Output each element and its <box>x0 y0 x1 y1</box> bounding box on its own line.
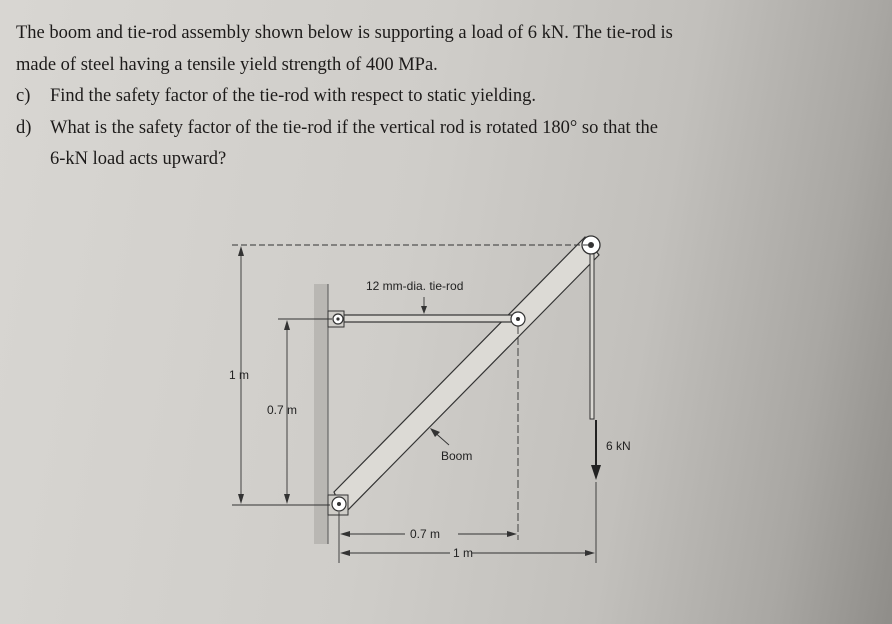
question-c-text: Find the safety factor of the tie-rod with respect to static yielding. <box>50 86 536 106</box>
boom-wall-pin <box>332 497 346 511</box>
boom-label: Boom <box>441 449 473 463</box>
question-c-marker: c) <box>16 86 31 106</box>
load-label: 6 kN <box>606 439 631 453</box>
tie-rod-label: 12 mm-dia. tie-rod <box>366 279 464 293</box>
tie-rod-wall-pin <box>333 314 343 324</box>
vertical-load-rod <box>590 254 594 419</box>
problem-intro-line-1: The boom and tie-rod assembly shown below is supporting a load of 6 kN. The tie-rod is <box>16 23 673 43</box>
dim-width-total-label: 1 m <box>453 546 474 560</box>
question-d-marker: d) <box>16 117 32 138</box>
dim-height-tie-label: 0.7 m <box>267 403 298 417</box>
dim-width-tie-label: 0.7 m <box>410 527 441 541</box>
dim-height-total-label: 1 m <box>229 368 250 382</box>
problem-intro-line-2: made of steel having a tensile yield strength of 400 MPa. <box>16 54 438 75</box>
question-d-text-line-1: What is the safety factor of the tie-rod if the vertical rod is rotated 180° so that the <box>50 117 658 138</box>
tie-rod-boom-pin <box>511 312 525 326</box>
tie-rod <box>338 315 518 322</box>
load-arrow <box>591 420 601 480</box>
question-d-text-line-2: 6-kN load acts upward? <box>50 149 227 169</box>
